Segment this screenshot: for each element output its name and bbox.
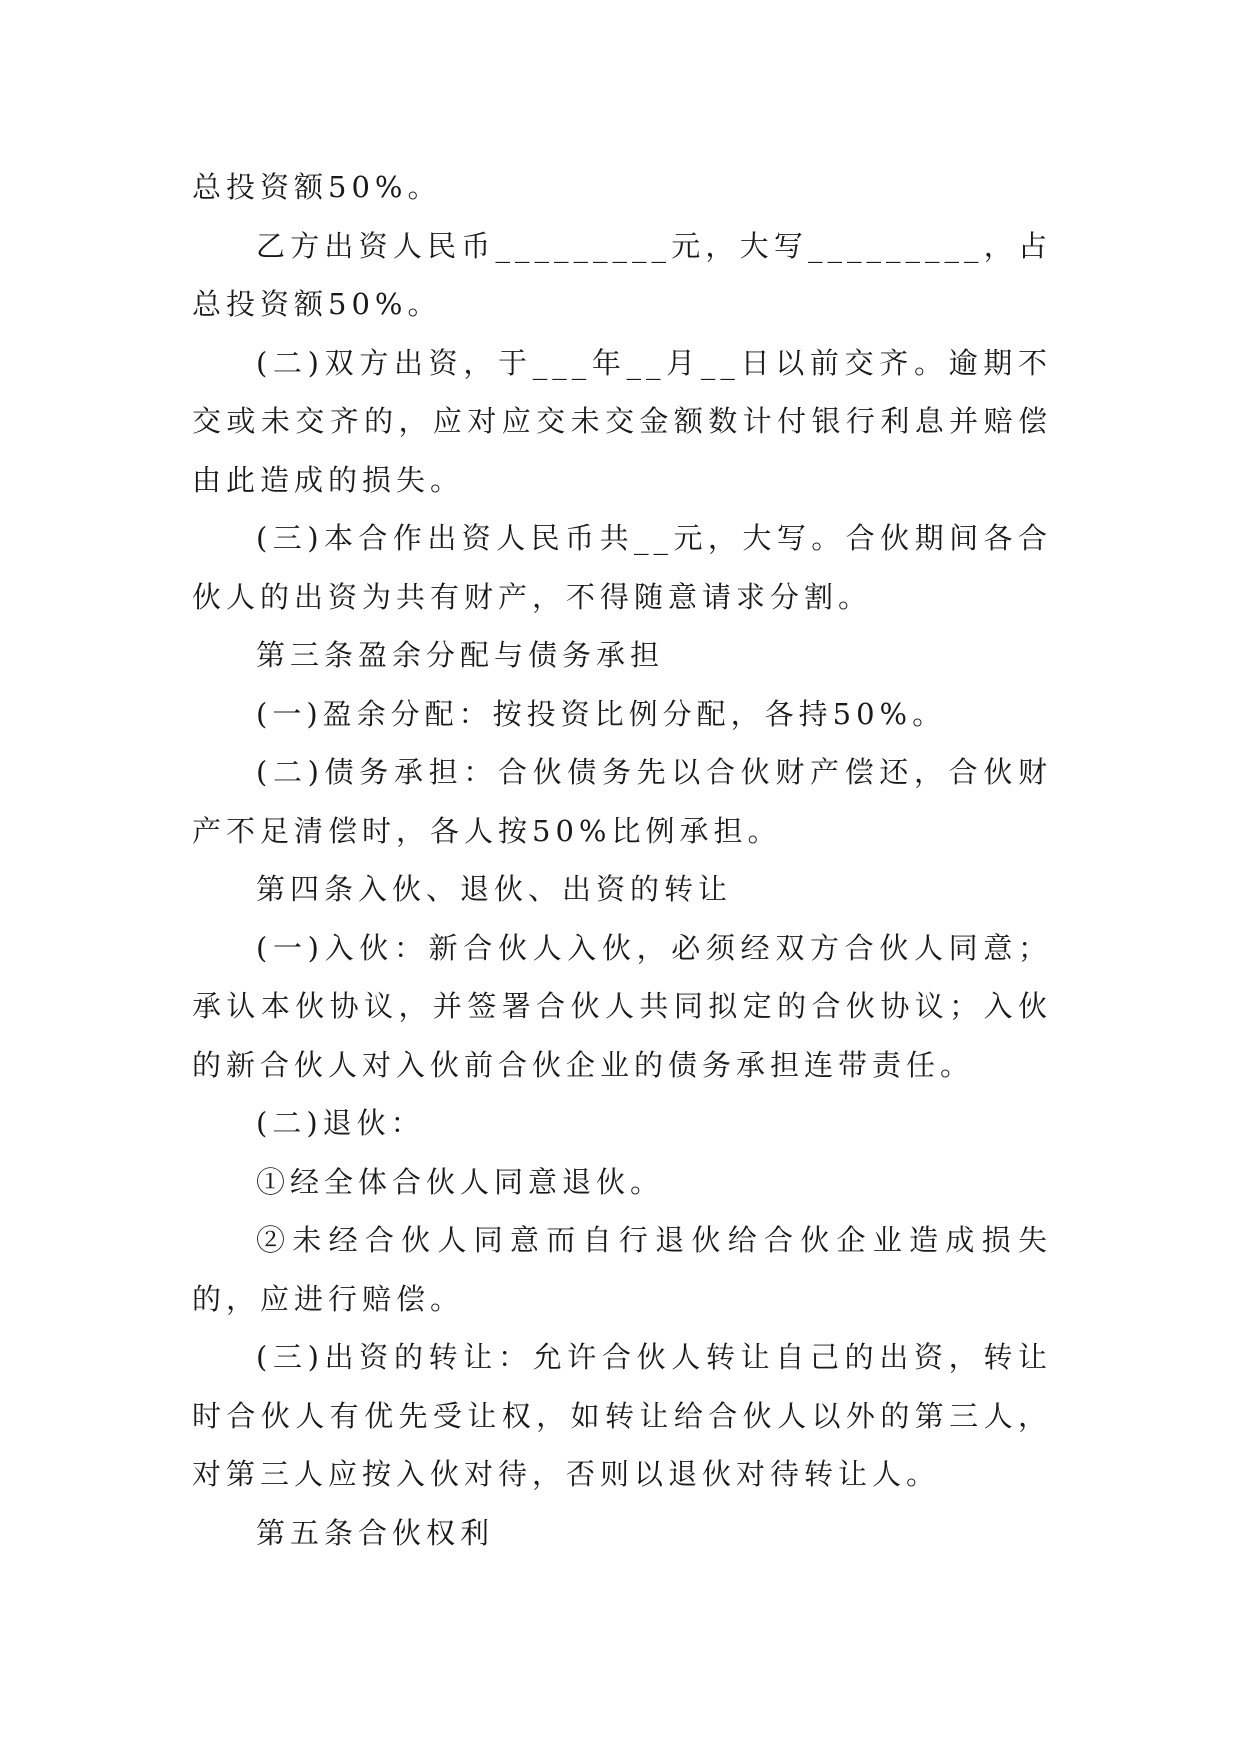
paragraph-withdrawal-title: (二)退伙： [256, 1106, 425, 1140]
paragraph-contribution-deadline: (二)双方出资，于___年__月__日以前交齐。逾期不交或未交齐的，应对应交未交金额数计付银行利息并赔偿由此造成的损失。 [192, 345, 1052, 497]
heading-article-3: 第三条盈余分配与债务承担 [256, 638, 665, 672]
document-body [192, 158, 1052, 1562]
paragraph-withdrawal-item-2: ②未经合伙人同意而自行退伙给合伙企业造成损失的，应进行赔偿。 [192, 1223, 1052, 1316]
paragraph-party-b-contribution: 乙方出资人民币_________元，大写_________，占总投资额50%。 [192, 228, 1052, 321]
paragraph-total-contribution: (三)本合作出资人民币共__元，大写。合伙期间各合伙人的出资为共有财产，不得随意请求分割。 [192, 521, 1052, 614]
paragraph-withdrawal-item-1: ①经全体合伙人同意退伙。 [256, 1164, 665, 1199]
paragraph-total-investment-continued: 总投资额50%。 [192, 170, 442, 204]
heading-article-4: 第四条入伙、退伙、出资的转让 [256, 872, 733, 906]
heading-article-5: 第五条合伙权利 [256, 1515, 495, 1550]
paragraph-profit-distribution: (一)盈余分配：按投资比例分配，各持50%。 [256, 696, 947, 731]
paragraph-admission: (一)入伙：新合伙人入伙，必须经双方合伙人同意；承认本伙协议，并签署合伙人共同拟定的合伙协议；入伙的新合伙人对入伙前合伙企业的债务承担连带责任。 [192, 930, 1052, 1082]
paragraph-debt-bearing: (二)债务承担：合伙债务先以合伙财产偿还，合伙财产不足清偿时，各人按50%比例承担。 [192, 755, 1052, 848]
paragraph-contribution-transfer: (三)出资的转让：允许合伙人转让自己的出资，转让时合伙人有优先受让权，如转让给合伙人以外的第三人，对第三人应按入伙对待，否则以退伙对待转让人。 [192, 1340, 1052, 1491]
